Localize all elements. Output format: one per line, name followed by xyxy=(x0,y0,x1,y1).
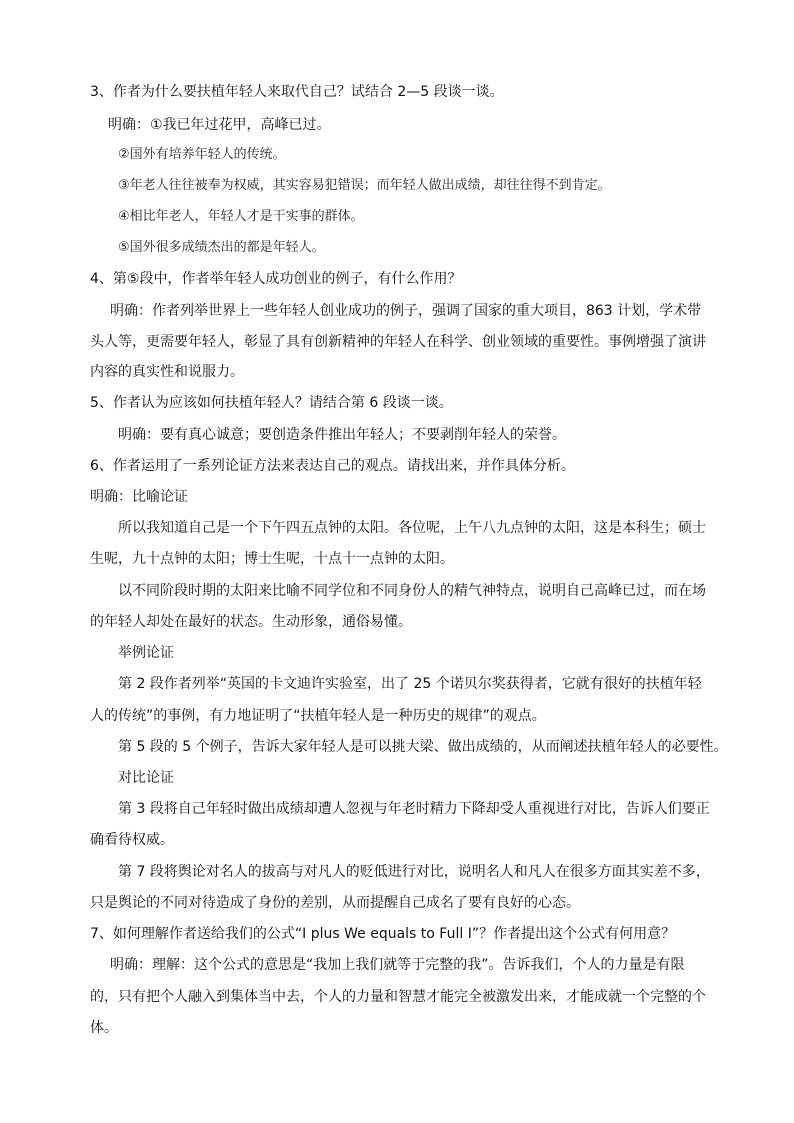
metaphor-analysis-line-2: 的年轻人却处在最好的状态。生动形象，通俗易懂。 xyxy=(90,614,412,630)
example-para2-line-1: 第 2 段作者列举“英国的卡文迪许实验室，出了 25 个诺贝尔奖获得者，它就有很好的扶植年轻 xyxy=(118,676,702,692)
example-para2-line-2: 人的传统”的事例，有力地证明了“扶植年轻人是一种历史的规律”的观点。 xyxy=(90,708,546,724)
answer-4-line-3: 内容的真实性和说服力。 xyxy=(90,364,244,380)
answer-3-point-1: 明确：①我已年过花甲，高峰已过。 xyxy=(108,117,331,133)
question-6: 6、作者运用了一系列论证方法来表达自己的观点。请找出来，并作具体分析。 xyxy=(90,458,575,474)
answer-7-line-1: 明确：理解：这个公式的意思是“我加上我们就等于完整的我”。告诉我们，个人的力量是有限 xyxy=(110,957,685,973)
heading-example-argument: 举例论证 xyxy=(118,645,174,661)
question-5: 5、作者认为应该如何扶植年轻人？请结合第 6 段谈一谈。 xyxy=(90,395,453,411)
contrast-para3-line-2: 确看待权威。 xyxy=(90,832,174,848)
contrast-para7-line-2: 只是舆论的不同对待造成了身份的差别，从而提醒自己成名了要有良好的心态。 xyxy=(90,895,580,911)
contrast-para3-line-1: 第 3 段将自己年轻时做出成绩却遭人忽视与年老时精力下降却受人重视进行对比，告诉人们要正 xyxy=(118,801,710,817)
answer-4-line-1: 明确：作者列举世界上一些年轻人创业成功的例子，强调了国家的重大项目，863 计划，学术带 xyxy=(110,303,702,319)
heading-contrast-argument: 对比论证 xyxy=(118,770,174,786)
answer-3-point-4: ④相比年老人，年轻人才是干实事的群体。 xyxy=(118,209,364,224)
answer-3-point-5: ⑤国外很多成绩杰出的都是年轻人。 xyxy=(118,240,325,255)
answer-5: 明确：要有真心诚意；要创造条件推出年轻人；不要剥削年轻人的荣誉。 xyxy=(118,427,566,443)
question-4: 4、第⑤段中，作者举年轻人成功创业的例子，有什么作用？ xyxy=(90,271,462,287)
question-3: 3、作者为什么要扶植年轻人来取代自己？试结合 2—5 段谈一谈。 xyxy=(90,84,504,100)
answer-3-point-2: ②国外有培养年轻人的传统。 xyxy=(118,147,286,162)
contrast-para7-line-1: 第 7 段将舆论对名人的拔高与对凡人的贬低进行对比，说明名人和凡人在很多方面其实差不多， xyxy=(118,864,710,880)
metaphor-quote-line-1: 所以我知道自己是一个下午四五点钟的太阳。各位呢，上午八九点钟的太阳，这是本科生；硕士 xyxy=(118,520,706,536)
answer-7-line-2: 的，只有把个人融入到集体当中去，个人的力量和智慧才能完全被激发出来，才能成就一个完整的个 xyxy=(90,989,706,1005)
metaphor-analysis-line-1: 以不同阶段时期的太阳来比喻不同学位和不同身份人的精气神特点，说明自己高峰已过，而在场 xyxy=(118,583,706,599)
answer-7-line-3: 体。 xyxy=(90,1020,118,1036)
question-7: 7、如何理解作者送给我们的公式“I plus We equals to Full I”？作者提出这个公式有何用意？ xyxy=(90,926,676,942)
metaphor-quote-line-2: 生呢，九十点钟的太阳；博士生呢，十点十一点钟的太阳。 xyxy=(90,551,454,567)
example-para5: 第 5 段的 5 个例子，告诉大家年轻人是可以挑大梁、做出成绩的，从而阐述扶植年轻人的必要性。 xyxy=(118,739,728,755)
answer-4-line-2: 头人等，更需要年轻人，彰显了具有创新精神的年轻人在科学、创业领域的重要性。事例增强了演讲 xyxy=(90,334,706,350)
answer-3-point-3: ③年老人往往被奉为权威，其实容易犯错误；而年轻人做出成绩，却往往得不到肯定。 xyxy=(118,178,611,193)
answer-6-heading-metaphor: 明确：比喻论证 xyxy=(90,489,188,505)
